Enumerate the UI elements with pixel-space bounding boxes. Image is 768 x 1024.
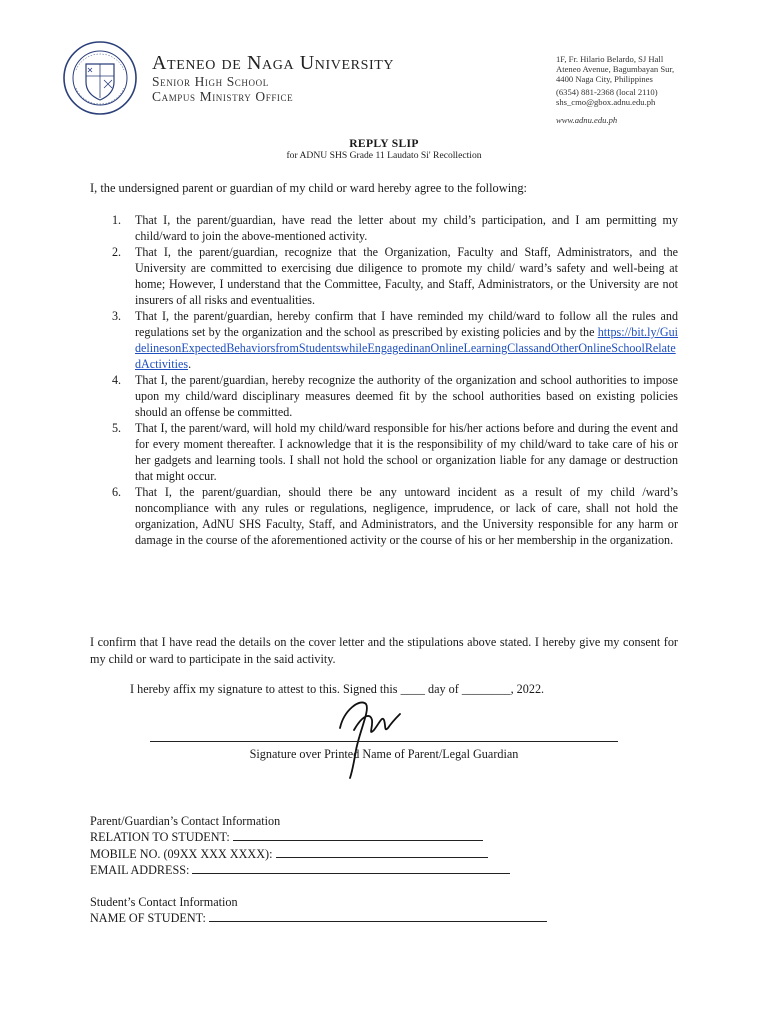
consent-paragraph: I confirm that I have read the details on the cover letter and the stipulations above stated. I hereby give my consent for my child or ward to participate in the said activity. <box>90 635 678 666</box>
mobile-field[interactable] <box>276 846 488 858</box>
signature-label: Signature over Printed Name of Parent/Legal Guardian <box>249 747 519 761</box>
item-number: 6. <box>112 485 122 499</box>
list-item <box>90 484 678 548</box>
signature-line <box>150 741 618 742</box>
university-seal-icon <box>62 40 138 116</box>
item-number: 4. <box>112 373 122 387</box>
list-item <box>90 244 678 308</box>
phone-line: (6354) 881-2368 (local 2110) <box>556 87 658 97</box>
school-name: Senior High School <box>152 74 269 89</box>
item-number: 2. <box>112 245 122 259</box>
item-text: That I, the parent/guardian, should there be any untoward incident as a result of my child /ward’s noncompliance with any rules or regulations, negligence, imprudence, or lack of care, shall not hold the organization, AdNU SHS Faculty, Staff, and Administrators, and the University responsible for any harm or damage in the course of the aforementioned activity or the course of his or her membership in the organization. <box>135 485 678 547</box>
document-subtitle: for ADNU SHS Grade 11 Laudato Si' Recollection <box>286 150 482 161</box>
list-item <box>90 420 678 484</box>
item-number: 3. <box>112 309 122 323</box>
email-label: EMAIL ADDRESS: <box>90 863 190 877</box>
website-link[interactable]: www.adnu.edu.ph <box>556 115 618 125</box>
item-text: That I, the parent/guardian, have read the letter about my child’s participation, and I am permitting my child/ward to join the above-mentioned activity. <box>135 213 678 243</box>
item-number: 1. <box>112 213 122 227</box>
relation-row <box>90 829 483 845</box>
item-number: 5. <box>112 421 122 435</box>
mobile-label: MOBILE NO. (09XX XXX XXXX): <box>90 847 273 861</box>
student-name-row <box>90 910 547 926</box>
university-name: Ateneo de Naga University <box>152 52 395 74</box>
relation-label: RELATION TO STUDENT: <box>90 830 230 844</box>
parent-contact-heading: Parent/Guardian’s Contact Information <box>90 814 281 828</box>
email-field[interactable] <box>192 862 510 874</box>
handwritten-signature <box>330 690 440 780</box>
student-contact-heading: Student’s Contact Information <box>90 895 238 909</box>
address-line: Ateneo Avenue, Bagumbayan Sur, <box>556 64 675 74</box>
intro-paragraph: I, the undersigned parent or guardian of my child or ward hereby agree to the following: <box>90 181 527 195</box>
affix-signature-line: I hereby affix my signature to attest to this. Signed this ____ day of ________, 2022. <box>130 682 545 696</box>
item-text: That I, the parent/guardian, hereby confirm that I have reminded my child/ward to follow all the rules and regulations set by the organization and the school as prescribed by existing policies and by the <box>135 309 678 339</box>
email-line: shs_cmo@gbox.adnu.edu.ph <box>556 97 656 107</box>
student-name-field[interactable] <box>209 910 547 922</box>
student-name-label: NAME OF STUDENT: <box>90 911 206 925</box>
list-item <box>90 372 678 420</box>
list-item <box>90 212 678 244</box>
document-title: REPLY SLIP <box>349 137 419 150</box>
guidelines-link[interactable]: https://bit.ly/GuidelinesonExpectedBehaviorsfromStudentswhileEngagedinanOnlineLearningClassandOtherOnlineSchoolRelatedActivities <box>135 325 678 371</box>
email-row <box>90 862 510 878</box>
agreement-list <box>90 212 678 548</box>
item-text: That I, the parent/guardian, hereby recognize the authority of the organization and school authorities to impose upon my child/ward disciplinary measures deemed fit by the school authorities based on existing policies should an offense be committed. <box>135 373 678 419</box>
mobile-row <box>90 846 488 862</box>
address-line: 1F, Fr. Hilario Belardo, SJ Hall <box>556 54 664 64</box>
relation-field[interactable] <box>233 829 483 841</box>
address-line: 4400 Naga City, Philippines <box>556 74 653 84</box>
office-name: Campus Ministry Office <box>152 89 294 104</box>
brand-block <box>152 52 394 104</box>
item-text: That I, the parent/ward, will hold my child/ward responsible for his/her actions before and during the event and for every moment thereafter. I acknowledge that it is the responsibility of my child/ward to take care of his or her gadgets and learning tools. I shall not hold the school or organization liable for any damage or destruction that might occur. <box>135 421 678 483</box>
office-address <box>556 54 756 125</box>
list-item <box>90 308 678 372</box>
item-text-end: . <box>188 357 192 371</box>
item-text: That I, the parent/guardian, recognize that the Organization, Faculty and Staff, Administrators, and the University are committed to exercising due diligence to promote my child/ ward’s safety and well-being at home; However, I understand that the Committee, Faculty, and Staff, Administrators, or the University are not insurers of all risks and eventualities. <box>135 245 678 307</box>
